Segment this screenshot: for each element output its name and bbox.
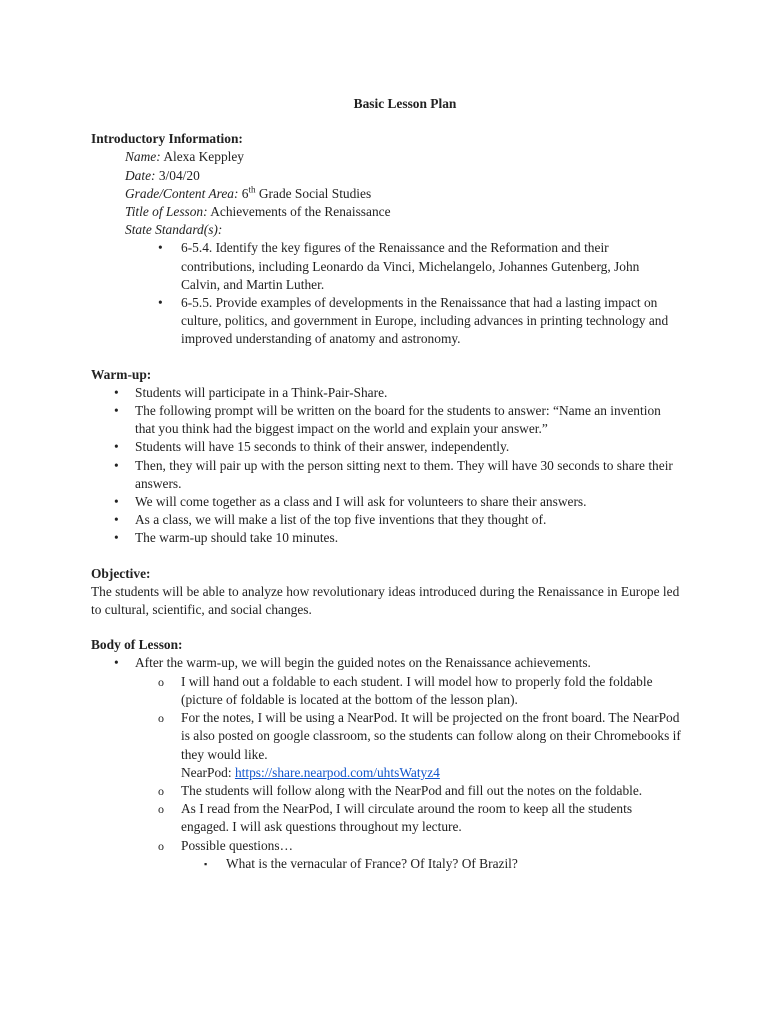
warmup-text: As a class, we will make a list of the top five inventions that they thought of. (135, 512, 547, 528)
standards-list (91, 239, 681, 348)
warmup-text: Then, they will pair up with the person sitting next to them. They will have 30 seconds to share their answers. (135, 457, 673, 491)
questions-list (91, 855, 681, 873)
objective-section (91, 565, 681, 620)
intro-fields (91, 148, 681, 239)
list-item (91, 855, 681, 873)
date-value: 3/04/20 (158, 167, 200, 183)
warmup-heading: Warm-up: (91, 366, 152, 382)
objective-heading: Objective: (91, 565, 151, 581)
lesson-title-label: Title of Lesson: (125, 204, 208, 220)
body-list (91, 654, 681, 672)
grade-row (125, 185, 681, 203)
warmup-text: We will come together as a class and I will ask for volunteers to share their answers. (135, 494, 587, 510)
circle-bullet-icon: o (158, 802, 164, 817)
name-value: Alexa Keppley (163, 149, 244, 165)
list-item (91, 709, 681, 782)
lesson-title-row (125, 203, 681, 221)
grade-superscript: th (248, 184, 256, 195)
objective-text: The students will be able to analyze how revolutionary ideas introduced during the Renaissance in Europe led to cultural, scientific, and social changes. (91, 583, 680, 618)
grade-label: Grade/Content Area: (125, 185, 239, 201)
list-item (91, 493, 681, 511)
list-item (91, 438, 681, 456)
list-item (91, 239, 681, 294)
warmup-section (91, 366, 681, 548)
list-item (91, 837, 681, 855)
nearpod-link[interactable]: https://share.nearpod.com/uhtsWatyz4 (234, 764, 440, 780)
name-label: Name: (125, 149, 161, 165)
body-section (91, 636, 681, 873)
circle-bullet-icon: o (158, 674, 164, 689)
intro-heading: Introductory Information: (91, 131, 243, 147)
name-row (125, 148, 681, 166)
sub-item-text: The students will follow along with the NearPod and fill out the notes on the foldable. (181, 782, 643, 798)
bullet-icon: • (158, 295, 163, 311)
bullet-icon: • (114, 512, 119, 528)
body-heading: Body of Lesson: (91, 637, 183, 653)
sub-item-text: I will hand out a foldable to each student. I will model how to properly fold the foldable (picture of foldable is located at the bottom of the lesson plan). (181, 673, 653, 707)
list-item (91, 402, 681, 438)
sub-item-text: As I read from the NearPod, I will circulate around the room to keep all the students engaged. I will ask questions throughout my lecture. (181, 801, 633, 835)
lesson-plan-page (91, 95, 681, 873)
circle-bullet-icon: o (158, 838, 164, 853)
bullet-icon: • (114, 530, 119, 546)
standards-label: State Standard(s): (125, 222, 223, 238)
warmup-text: Students will participate in a Think-Pair-Share. (135, 384, 388, 400)
list-item (91, 457, 681, 493)
grade-rest: Grade Social Studies (258, 185, 372, 201)
list-item (91, 529, 681, 547)
circle-bullet-icon: o (158, 711, 164, 726)
standard-text: 6-5.5. Provide examples of developments in the Renaissance that had a lasting impact on culture, politics, and government in Europe, including advances in printing technology and improved understanding of anatomy and astronomy. (181, 295, 669, 347)
list-item (91, 654, 681, 672)
body-sublist (91, 673, 681, 855)
list-item (91, 511, 681, 529)
date-row (125, 167, 681, 185)
grade-number: 6 (241, 185, 249, 201)
bullet-icon: • (114, 439, 119, 455)
standard-text: 6-5.4. Identify the key figures of the Renaissance and the Reformation and their contributions, including Leonardo da Vinci, Michelangelo, Johannes Gutenberg, John Calvin, and Martin Luther. (181, 240, 640, 292)
square-bullet-icon: ▪ (204, 858, 208, 869)
standards-row (125, 221, 681, 239)
bullet-icon: • (114, 457, 119, 473)
list-item (91, 384, 681, 402)
list-item (91, 673, 681, 709)
bullet-icon: • (114, 384, 119, 400)
list-item (91, 782, 681, 800)
bullet-icon: • (114, 403, 119, 419)
sub-item-text: For the notes, I will be using a NearPod. It will be projected on the front board. The NearPod is also posted on google classroom, so the students can follow along on their Chromebooks if they would like. (181, 710, 681, 762)
warmup-text: The following prompt will be written on the board for the students to answer: “Name an invention that you think had the biggest impact on the world and explain your answer.” (135, 403, 661, 437)
warmup-text: Students will have 15 seconds to think of their answer, independently. (135, 439, 510, 455)
circle-bullet-icon: o (158, 783, 164, 798)
bullet-icon: • (158, 240, 163, 256)
list-item (91, 294, 681, 349)
question-text: What is the vernacular of France? Of Italy? Of Brazil? (226, 855, 518, 871)
bullet-icon: • (114, 494, 119, 510)
warmup-list (91, 384, 681, 548)
body-item-text: After the warm-up, we will begin the guided notes on the Renaissance achievements. (135, 655, 591, 671)
nearpod-link-label: NearPod: (181, 764, 232, 780)
lesson-title-value: Achievements of the Renaissance (210, 204, 391, 220)
date-label: Date: (125, 167, 156, 183)
bullet-icon: • (114, 655, 119, 671)
warmup-text: The warm-up should take 10 minutes. (135, 530, 339, 546)
list-item (91, 800, 681, 836)
document-title: Basic Lesson Plan (353, 96, 457, 111)
intro-section (91, 130, 681, 348)
sub-item-text: Possible questions… (181, 837, 293, 853)
